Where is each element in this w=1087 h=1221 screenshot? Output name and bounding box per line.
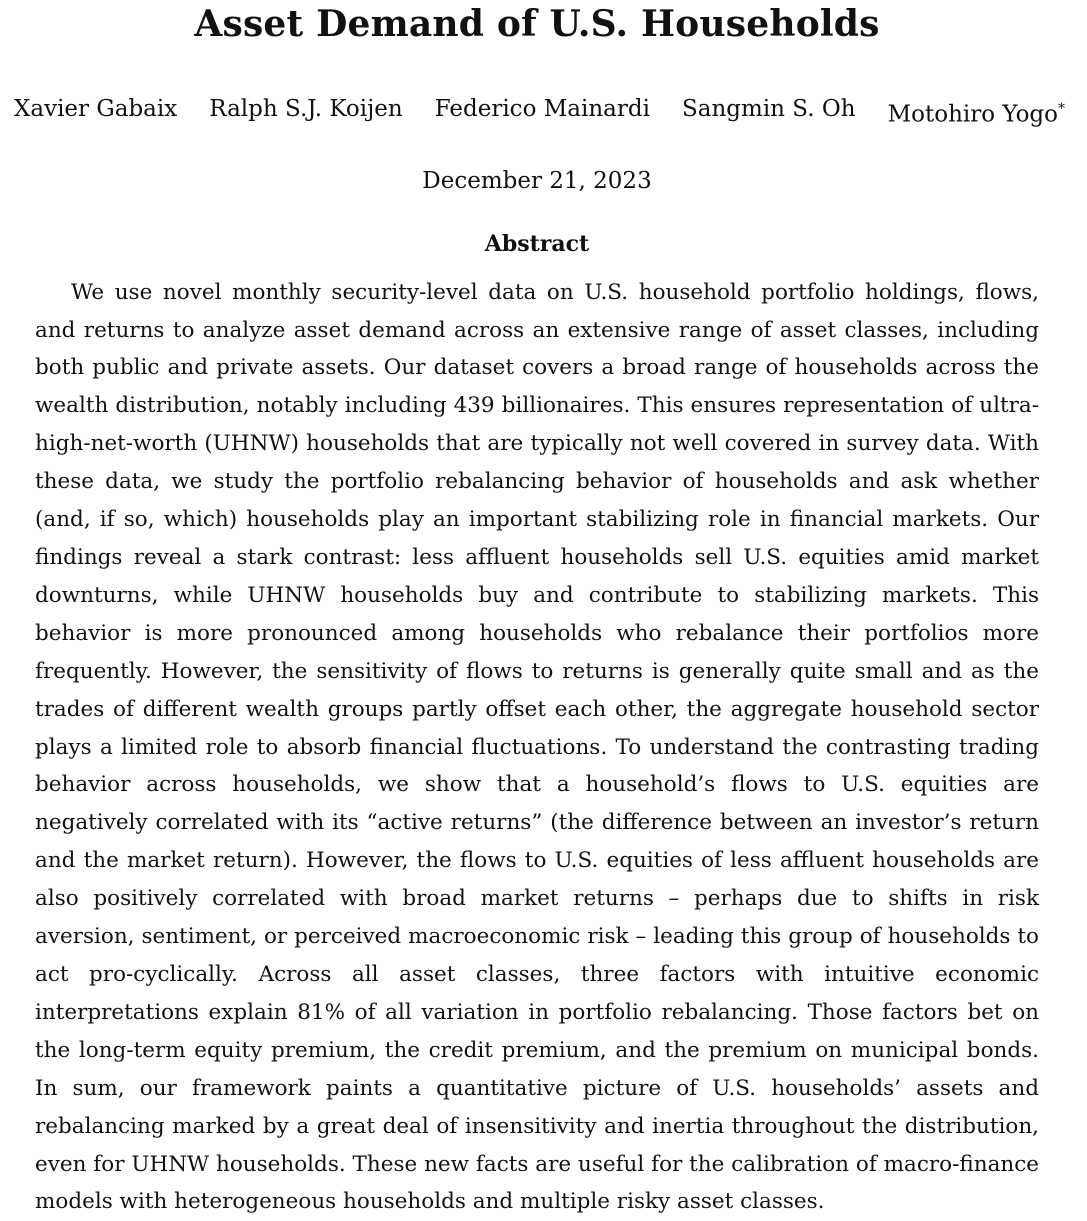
paper-date: December 21, 2023 — [422, 167, 652, 194]
abstract-text: We use novel monthly security-level data on U.S. household portfolio holdings, flows, and returns to analyze asset demand across an extensive range of asset classes, including both public and private assets. Our dataset covers a broad range of households across the wealth distribution, notably including 439 billionaires. This ensures representation of ultra-high-net-worth (UHNW) households that are typically not well covered in survey data. With these data, we study the portfolio rebalancing behavior of households and ask whether (and, if so, which) households play an important stabilizing role in financial markets. Our findings reveal a stark contrast: less affluent households sell U.S. equities amid market downturns, while UHNW households buy and contribute to stabilizing markets. This behavior is more pronounced among households who rebalance their portfolios more frequently. However, the sensitivity of flows to returns is generally quite small and as the trades of different wealth groups partly offset each other, the aggregate household sector plays a limited role to absorb financial fluctuations. To understand the contrasting trading behavior across households, we show that a household’s flows to U.S. equities are negatively correlated with its “active returns” (the difference between an investor’s return and the market return). However, the flows to U.S. equities of less affluent households are also positively correlated with broad market returns – perhaps due to shifts in risk aversion, sentiment, or perceived macroeconomic risk – leading this group of households to act pro-cyclically. Across all asset classes, three factors with intuitive economic interpretations explain 81% of all variation in portfolio rebalancing. Those factors bet on the long-term equity premium, the credit premium, and the premium on municipal bonds. In sum, our framework paints a quantitative picture of U.S. households’ assets and rebalancing marked by a great deal of insensitivity and inertia throughout the distribution, even for UHNW households. These new facts are useful for the calibration of macro-finance models with heterogeneous households and multiple risky asset classes. — [35, 279, 1039, 1215]
paper-title: Asset Demand of U.S. Households — [194, 3, 880, 45]
author-name-with-mark — [888, 94, 1065, 130]
paper-page — [0, 2, 1087, 1215]
author-name: Sangmin S. Oh — [682, 96, 856, 122]
author-name: Federico Mainardi — [434, 96, 650, 122]
author-list — [14, 94, 1065, 130]
author-name: Ralph S.J. Koijen — [209, 96, 403, 122]
footnote-mark: * — [1058, 101, 1065, 117]
author-name: Motohiro Yogo — [887, 101, 1058, 128]
abstract-heading: Abstract — [484, 230, 590, 257]
author-name: Xavier Gabaix — [14, 96, 178, 122]
